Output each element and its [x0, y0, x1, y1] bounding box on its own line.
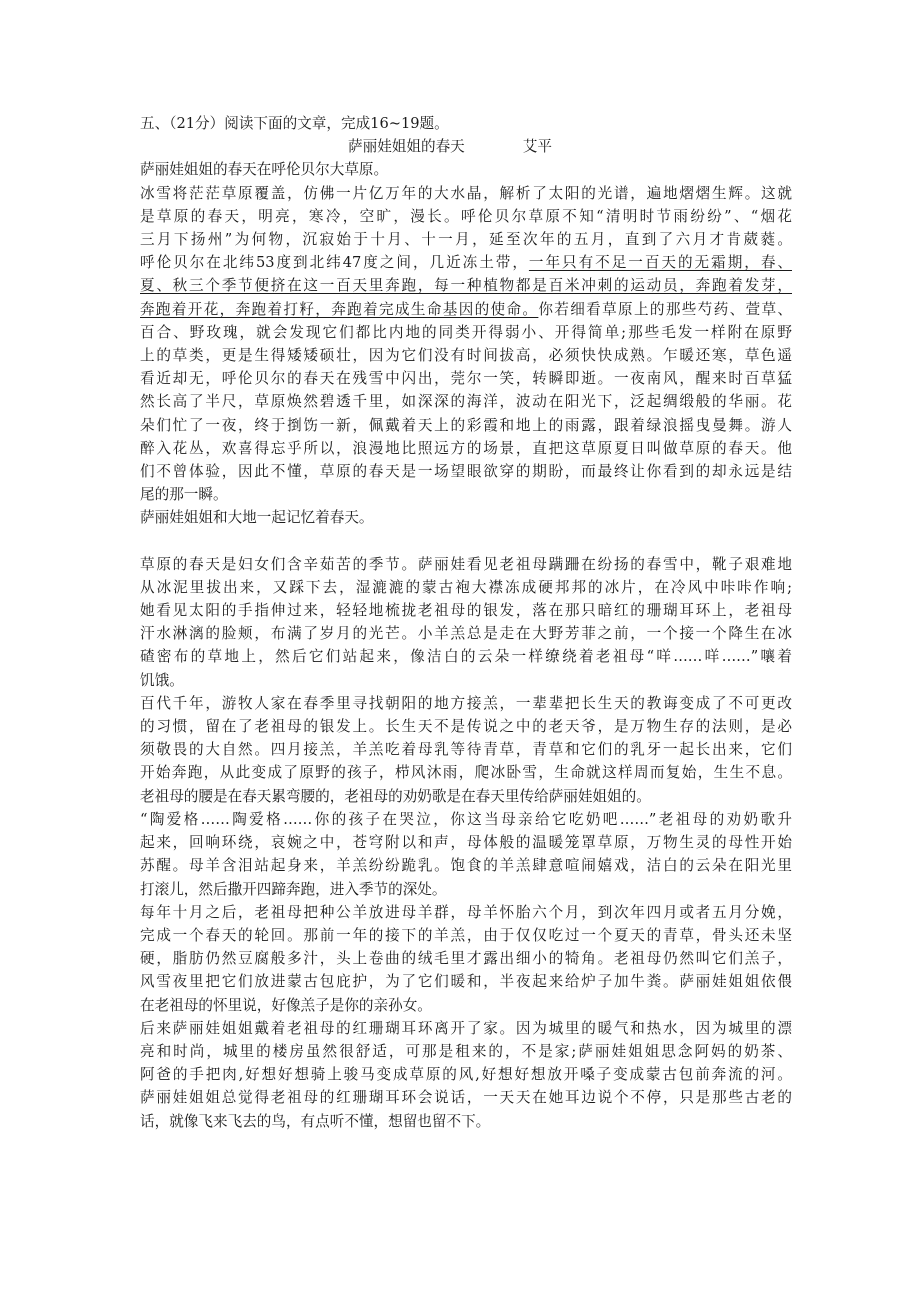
paragraph-line	[140, 298, 792, 321]
paragraph-line: 打滚儿，然后撒开四蹄奔跑，进入季节的深处。	[140, 880, 447, 898]
paragraph-line	[140, 251, 792, 274]
paragraph-line: 朵们忙了一夜，终于捯饬一新，佩戴着天上的彩霞和地上的雨露，跟着绿浪摇曳曼舞。游人	[140, 416, 792, 434]
paragraph-line: 醉入花丛，欢喜得忘乎所以，浪漫地比照远方的场景，直把这草原夏日叫做草原的春天。他	[140, 439, 792, 457]
paragraph-line: 风雪夜里把它们放进蒙古包庇护，为了它们暖和，半夜起来给炉子加牛粪。萨丽娃姐姐依偎	[140, 973, 792, 991]
paragraph-line: 冰雪将茫茫草原覆盖，仿佛一片亿万年的大水晶，解析了太阳的光谱，遍地熠熠生辉。这就	[140, 184, 792, 202]
paragraph-line: 是草原的春天，明亮，寒冷，空旷，漫长。呼伦贝尔草原不知“清明时节雨纷纷”、“烟花	[140, 207, 792, 225]
text-span: 你若细看草原上的那些芍药、萱草、	[538, 300, 792, 318]
paragraph-line: 饥饿。	[140, 671, 184, 689]
paragraph-line: 开始奔跑，从此变成了原野的孩子，栉风沐雨，爬冰卧雪，生命就这样周而复始，生生不息。	[140, 764, 792, 782]
paragraph-line: 阿爸的手把肉,好想好想骑上骏马变成草原的风,好想好想放开嗓子变成蒙古包前奔流的河。	[140, 1066, 792, 1084]
paragraph-line: 汗水淋漓的脸颊，布满了岁月的光芒。小羊羔总是走在大野芳菲之前，一个接一个降生在冰	[140, 625, 792, 643]
paragraph-line: 起来，回响环绕，哀婉之中，苍穹附以和声，母体般的温暖笼罩草原，万物生灵的母性开始	[140, 834, 792, 852]
paragraph-line: 然长高了半尺，草原焕然碧透千里，如深深的海洋，波动在阳光下，泛起绸缎般的华丽。花	[140, 393, 792, 411]
article-title-line	[140, 135, 792, 158]
paragraph-line: 尾的那一瞬。	[140, 486, 228, 504]
paragraph-line: 萨丽娃姐姐的春天在呼伦贝尔大草原。	[140, 161, 389, 179]
paragraph-line: 完成一个春天的轮回。那前一年的接下的羊羔，由于仅仅吃过一个夏天的青草，骨头还未坚	[140, 926, 792, 944]
paragraph-line: 看近却无，呼伦贝尔的春天在残雪中闪出，莞尔一笑，转瞬即逝。一夜南风，醒来时百草猛	[140, 370, 792, 388]
paragraph-line: 硬，脂肪仍然豆腐般多汁，头上卷曲的绒毛里才露出细小的犄角。老祖母仍然叫它们羔子，	[140, 950, 792, 968]
paragraph-line: 萨丽娃姐姐总觉得老祖母的红珊瑚耳环会说话，一天天在她耳边说个不停，只是那些古老的	[140, 1089, 792, 1107]
paragraph-line: 萨丽娃姐姐和大地一起记忆着春天。	[140, 509, 374, 527]
paragraph-line: 每年十月之后，老祖母把种公羊放进母羊群，母羊怀胎六个月，到次年四月或者五月分娩，	[140, 903, 792, 921]
paragraph-line: 碴密布的草地上，然后它们站起来，像洁白的云朵一样缭绕着老祖母“咩……咩……”嚷着	[140, 648, 792, 666]
paragraph-line: 的习惯，留在了老祖母的银发上。长生天不是传说之中的老天爷，是万物生存的法则，是必	[140, 718, 792, 736]
text-span: 呼伦贝尔在北纬53度到北纬47度之间，几近冻土带，	[140, 254, 529, 272]
paragraph-gap	[140, 530, 792, 553]
underlined-line: 夏、秋三个季节便挤在这一百天里奔跑，每一种植物都是百米冲刺的运动员，奔跑着发芽，	[140, 277, 792, 295]
paragraph-line: 亮和时尚，城里的楼房虽然很舒适，可那是租来的，不是家;萨丽娃姐姐思念阿妈的奶茶、	[140, 1042, 792, 1060]
article-author: 艾平	[522, 138, 552, 156]
article-title: 萨丽娃姐姐的春天	[348, 138, 465, 156]
paragraph-line: “陶爱格……陶爱格……你的孩子在哭泣，你这当母亲给它吃奶吧……”老祖母的劝奶歌升	[140, 810, 792, 828]
paragraph-line: 百代千年，游牧人家在春季里寻找朝阳的地方接羔，一辈辈把长生天的教诲变成了不可更改	[140, 694, 792, 712]
paragraph-line: 三月下扬州”为何物，沉寂始于十月、十一月，延至次年的五月，直到了六月才肯葳蕤。	[140, 231, 792, 249]
paragraph-line: 老祖母的腰是在春天累弯腰的，老祖母的劝奶歌是在春天里传给萨丽娃姐姐的。	[140, 787, 651, 805]
paragraph-line: 须敬畏的大自然。四月接羔，羊羔吃着母乳等待青草，青草和它们的乳牙一起长出来，它们	[140, 741, 792, 759]
paragraph-line: 她看见太阳的手指伸过来，轻轻地梳拢老祖母的银发，落在那只暗红的珊瑚耳环上，老祖母	[140, 602, 792, 620]
paragraph-line: 草原的春天是妇女们含辛茹苦的季节。萨丽娃看见老祖母蹒跚在纷扬的春雪中，靴子艰难地	[140, 555, 792, 573]
paragraph-line: 上的草类，更是生得矮矮硕壮，因为它们没有时间拔高，必须快快成熟。乍暖还寒，草色遥	[140, 347, 792, 365]
section-heading: 五、（21分）阅读下面的文章，完成16~19题。	[140, 115, 449, 132]
document-page	[140, 112, 792, 1133]
paragraph-line: 苏醒。母羊含泪站起身来，羊羔纷纷跪乳。饱食的羊羔肆意喧闹嬉戏，洁白的云朵在阳光里	[140, 857, 792, 875]
underlined-text: 一年只有不足一百天的无霜期，春、	[528, 254, 792, 272]
paragraph-line: 在老祖母的怀里说，好像羔子是你的亲孙女。	[140, 996, 432, 1014]
underlined-text: 奔跑着开花，奔跑着打籽，奔跑着完成生命基因的使命。	[140, 300, 539, 318]
paragraph-line: 后来萨丽娃姐姐戴着老祖母的红珊瑚耳环离开了家。因为城里的暖气和热水，因为城里的漂	[140, 1019, 792, 1037]
paragraph-line: 从冰泥里拔出来，又踩下去，湿漉漉的蒙古袍大襟冻成硬邦邦的冰片，在冷风中咔咔作响;	[140, 578, 792, 596]
paragraph-line: 们不曾体验，因此不懂，草原的春天是一场望眼欲穿的期盼，而最终让你看到的却永远是结	[140, 463, 792, 481]
paragraph-line: 百合、野玫瑰，就会发现它们都比内地的同类开得弱小、开得简单;那些毛发一样附在原野	[140, 323, 792, 341]
paragraph-line: 话，就像飞来飞去的鸟，有点听不懂，想留也留不下。	[140, 1112, 491, 1130]
